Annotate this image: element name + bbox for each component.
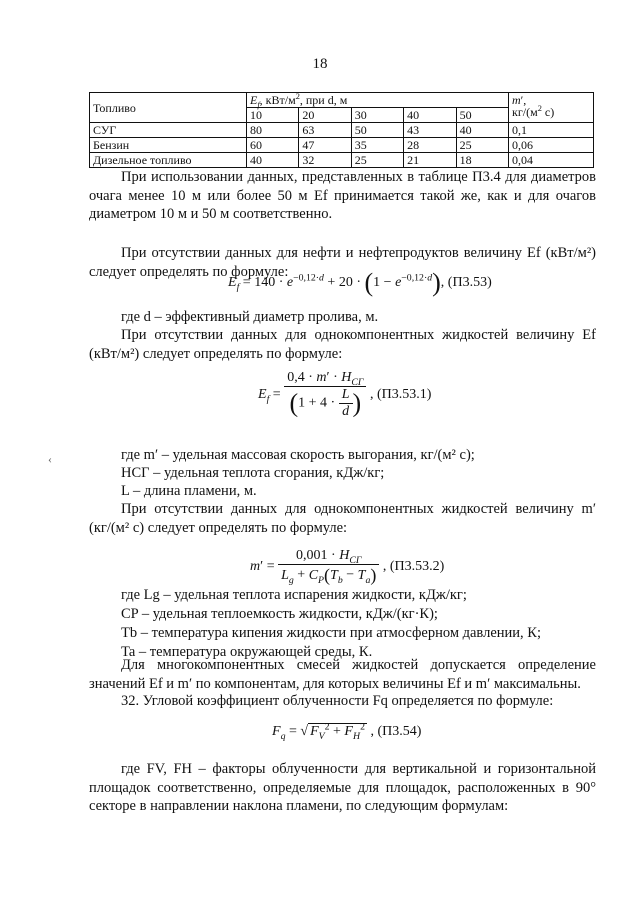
text-line: При отсутствии данных для нефти и нефтепродуктов величину Ef (кВт/м²) bbox=[121, 245, 596, 261]
table-cell: 0,06 bbox=[509, 138, 594, 153]
formula-p3-53-2: m′ = $\frac{0,001 \cdot H_{СГ}}{L_g + C_P(T_b - T_a)}$ , (П3.53.2) bbox=[250, 548, 445, 586]
table-cell: 25 bbox=[456, 138, 508, 153]
paragraph-table-note bbox=[89, 168, 596, 224]
where-cp: CP – удельная теплоемкость жидкости, кДж/(кг·К); bbox=[121, 606, 438, 622]
formula-p3-53-1: $E_f$ = $0,4 \cdot m' \cdot H_{СГ}$ (1 + 4 · $\frac{L}{d}$ ) , (П3.53.1) bbox=[258, 370, 432, 419]
text-line: очага менее 10 м или более 50 м Ef принимается такой же, как и для очагов bbox=[89, 187, 596, 204]
table-cell: Бензин bbox=[90, 138, 247, 153]
paragraph-view-factors bbox=[89, 760, 596, 816]
text-line: (кВт/м²) следует определять по формуле: bbox=[89, 345, 343, 362]
text-line: значений Ef и m′ по компонентам, для которых величины Ef и m′ максимальны. bbox=[89, 675, 581, 692]
text-line: При отсутствии данных для однокомпонентных жидкостей величину Ef bbox=[121, 327, 596, 343]
table-header-fuel: Топливо bbox=[90, 93, 247, 123]
table-cell: Дизельное топливо bbox=[90, 153, 247, 168]
text-line: При отсутствии данных для однокомпонентных жидкостей величину m′ bbox=[121, 501, 596, 517]
where-tb: Tb – температура кипения жидкости при атмосферном давлении, К; bbox=[121, 625, 541, 641]
where-d: где d – эффективный диаметр пролива, м. bbox=[121, 309, 379, 325]
table-cell: 25 bbox=[351, 153, 403, 168]
table-cell: 40 bbox=[404, 108, 456, 123]
text-line: следует определять по формуле: bbox=[89, 263, 289, 280]
fuel-table bbox=[89, 92, 594, 168]
page-number: 18 bbox=[312, 56, 328, 72]
table-cell: 50 bbox=[351, 123, 403, 138]
text-line: При использовании данных, представленных в таблице П3.4 для диаметров bbox=[121, 169, 596, 185]
table-cell: 80 bbox=[247, 123, 299, 138]
table-cell: 35 bbox=[351, 138, 403, 153]
where-hsg: HСГ – удельная теплота сгорания, кДж/кг; bbox=[121, 465, 385, 481]
table-cell: СУГ bbox=[90, 123, 247, 138]
where-ta: Ta – температура окружающей среды, К. bbox=[121, 644, 373, 660]
table-cell: 18 bbox=[456, 153, 508, 168]
table-header-m: m′, $кг/(м^2$ с) bbox=[509, 93, 594, 123]
table-cell: 30 bbox=[351, 108, 403, 123]
table-cell: 28 bbox=[404, 138, 456, 153]
table-cell: 40 bbox=[247, 153, 299, 168]
formula-p3-53: $E_f = 140 \cdot e^{-0,12\cdot d} + 20 \cdot (1 - e^{-0,12\cdot d})$, (П3.53) bbox=[228, 268, 492, 297]
table-row bbox=[90, 123, 594, 138]
item-32: 32. Угловой коэффициент облученности Fq определяется по формуле: bbox=[121, 693, 554, 709]
table-header-ef: $E_f$, кВт/$м^2$, при d, м bbox=[247, 93, 509, 108]
text-line: площадок соответственно, определяемые для площадок, расположенных в 90° bbox=[89, 779, 596, 796]
text-line: диаметром 10 м и 50 м соответственно. bbox=[89, 206, 333, 222]
table-cell: 10 bbox=[247, 108, 299, 123]
where-m: где m′ – удельная массовая скорость выгорания, кг/(м² с); bbox=[121, 447, 475, 463]
paragraph-multicomponent bbox=[89, 656, 596, 693]
text-line: секторе в направлении наклона пламени, по следующим формулам: bbox=[89, 798, 509, 814]
table-cell: 32 bbox=[299, 153, 351, 168]
paragraph-single-component bbox=[89, 326, 596, 363]
table-cell: 40 bbox=[456, 123, 508, 138]
table-cell: 21 bbox=[404, 153, 456, 168]
scan-mark: ‹ bbox=[48, 452, 52, 466]
paragraph-burn-rate bbox=[89, 500, 596, 537]
table-row bbox=[90, 153, 594, 168]
table-row bbox=[90, 138, 594, 153]
table-cell: 43 bbox=[404, 123, 456, 138]
table-cell: 0,04 bbox=[509, 153, 594, 168]
text-line: где FV, FH – факторы облученности для вертикальной и горизонтальной bbox=[121, 761, 596, 777]
text-line: (кг/(м² с) следует определять по формуле: bbox=[89, 519, 348, 536]
table-cell: 47 bbox=[299, 138, 351, 153]
text-line: Для многокомпонентных смесей жидкостей допускается определение bbox=[121, 657, 596, 673]
formula-p3-54: $F_q$ = √ $F_V^2 + F_H^2$ , (П3.54) bbox=[272, 721, 422, 742]
table-cell: 63 bbox=[299, 123, 351, 138]
table-cell: 50 bbox=[456, 108, 508, 123]
table-cell: 0,1 bbox=[509, 123, 594, 138]
table-cell: 20 bbox=[299, 108, 351, 123]
where-l: L – длина пламени, м. bbox=[121, 483, 257, 499]
table-cell: 60 bbox=[247, 138, 299, 153]
where-lg: где Lg – удельная теплота испарения жидкости, кДж/кг; bbox=[121, 587, 467, 603]
